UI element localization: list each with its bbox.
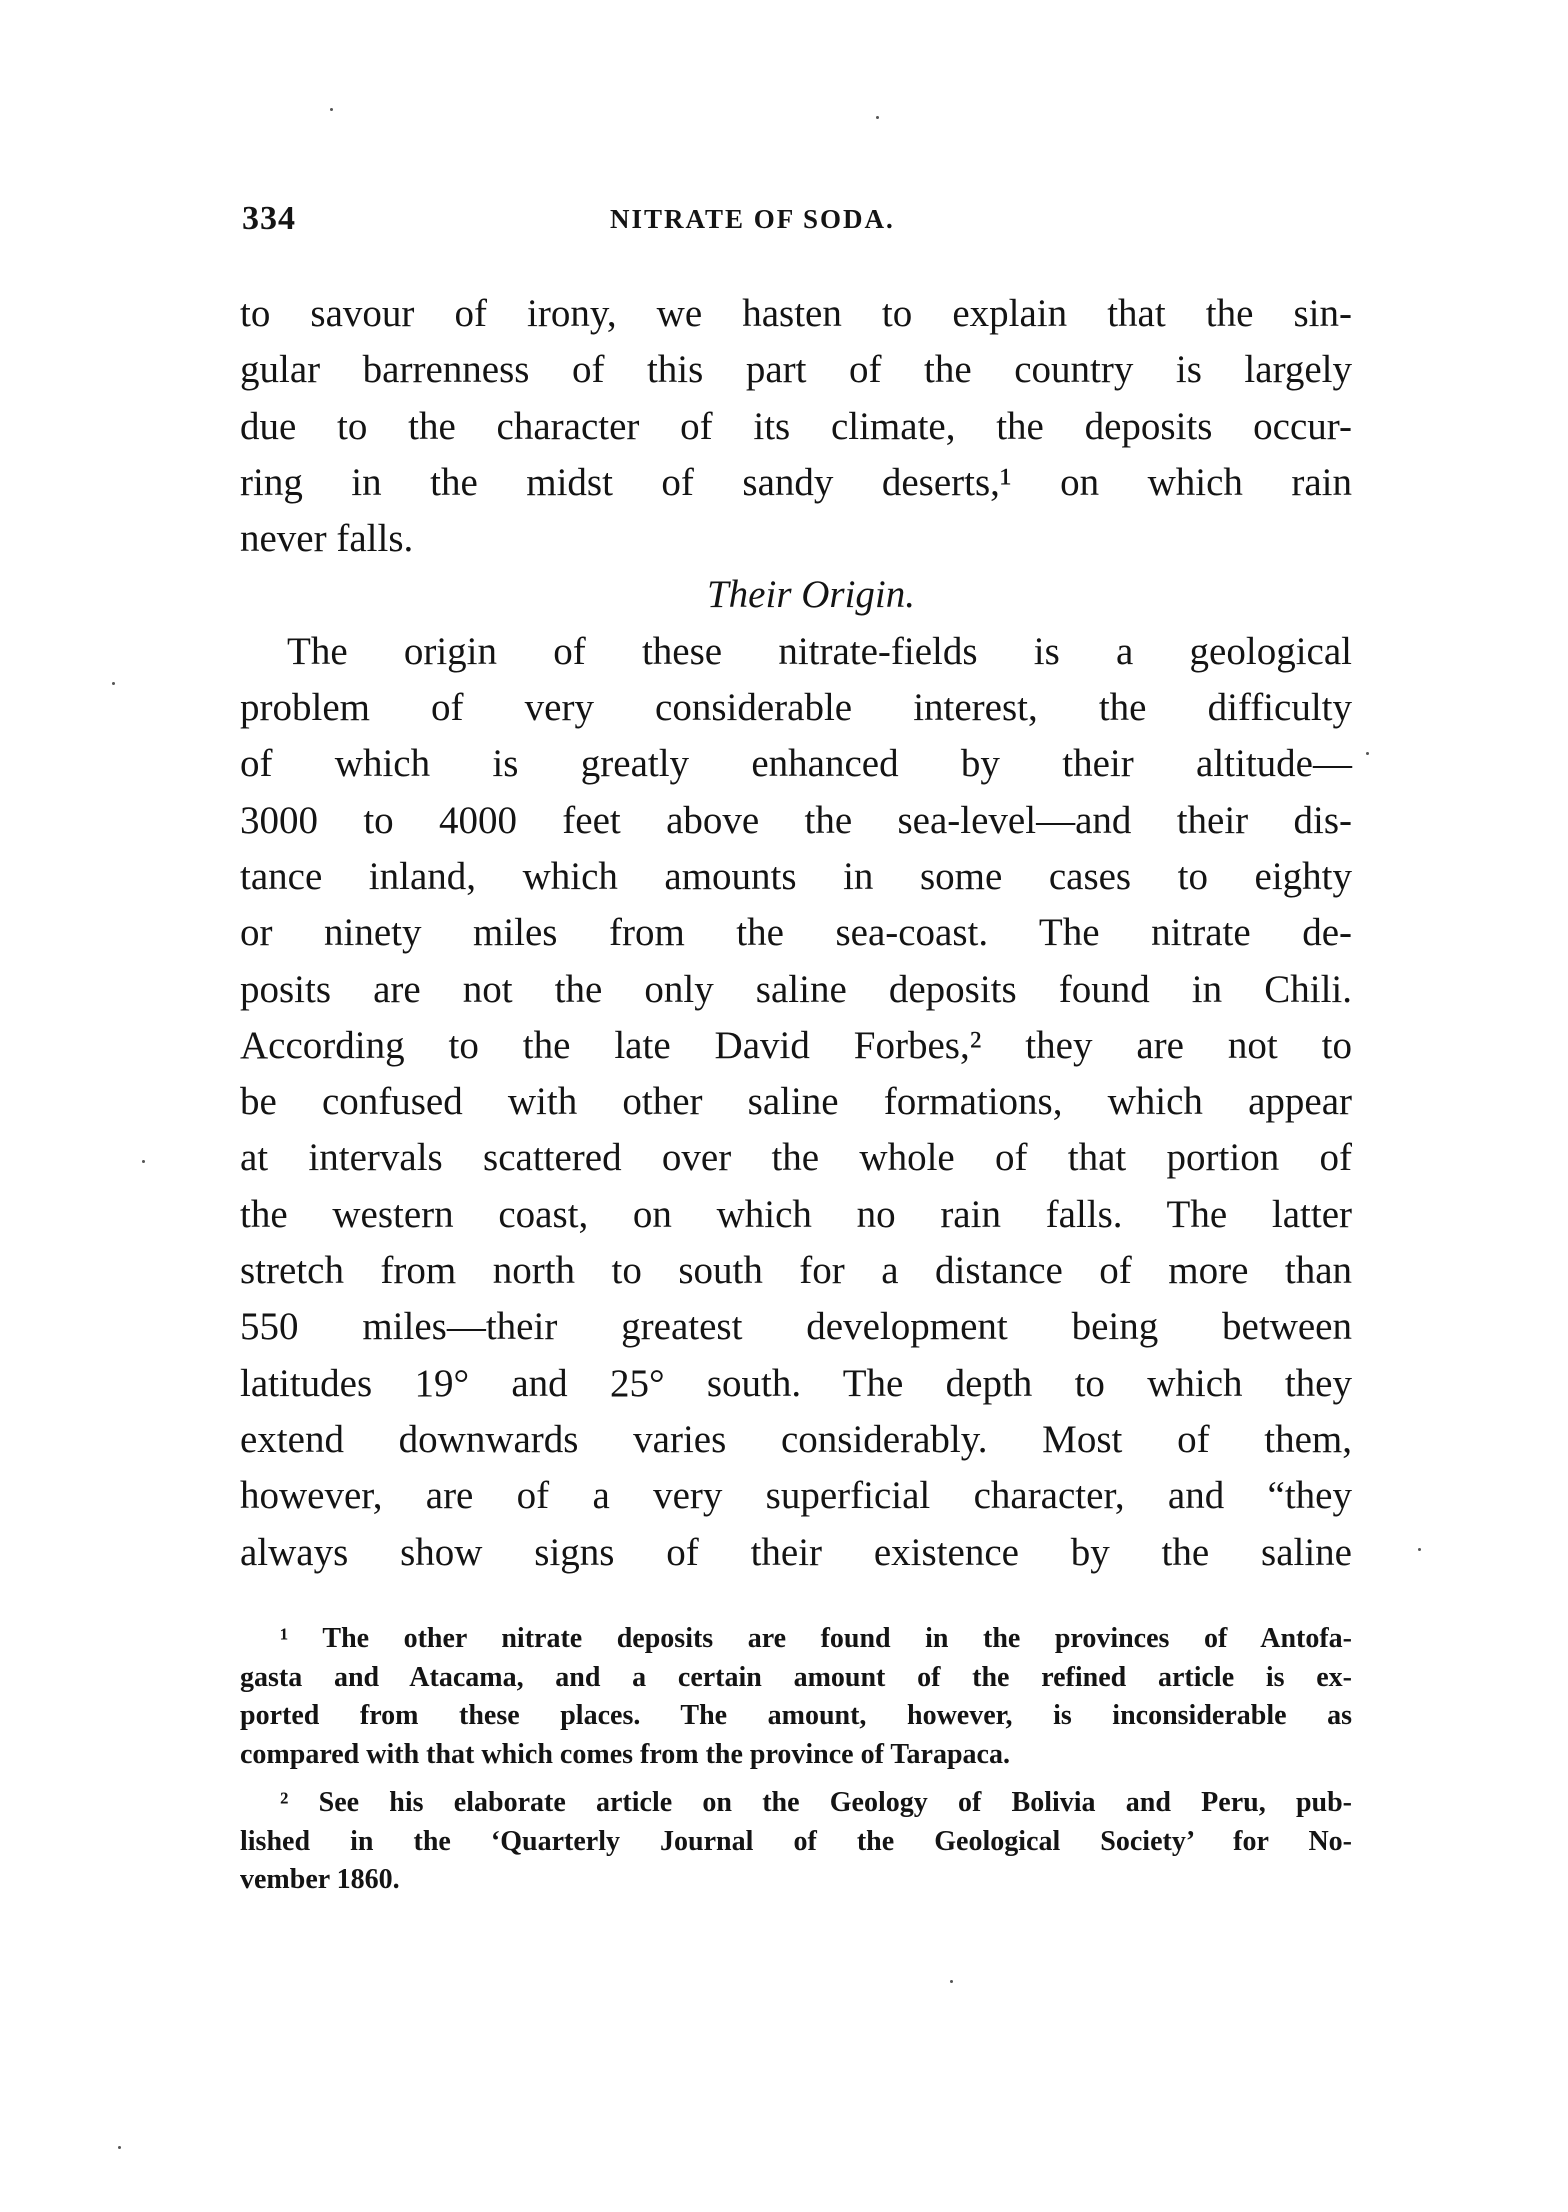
scan-speck	[112, 682, 115, 685]
text-line: stretch from north to south for a distance of more than	[240, 1249, 1352, 1293]
text-line: however, are of a very superficial character, and “they	[240, 1474, 1352, 1518]
scan-speck	[950, 1980, 953, 1983]
text-line: 550 miles—their greatest development being between	[240, 1305, 1352, 1349]
text-line: posits are not the only saline deposits found in Chili.	[240, 967, 1352, 1011]
text-line: at intervals scattered over the whole of that portion of	[240, 1136, 1352, 1180]
footnote-line: compared with that which comes from the province of Tarapaca.	[240, 1738, 1010, 1770]
text-line: to savour of irony, we hasten to explain that the sin-	[240, 292, 1352, 335]
footnote-line: ported from these places. The amount, however, is inconsiderable as	[240, 1700, 1352, 1731]
text-line: gular barrenness of this part of the country is largely	[240, 348, 1352, 392]
text-line: the western coast, on which no rain falls. The latter	[240, 1192, 1352, 1236]
footnote-line: lished in the ‘Quarterly Journal of the Geological Society’ for No-	[240, 1825, 1352, 1857]
text-line: extend downwards varies considerably. Most of them,	[240, 1417, 1352, 1461]
text-line: of which is greatly enhanced by their altitude—	[240, 742, 1352, 786]
text-line: latitudes 19° and 25° south. The depth to which they	[240, 1361, 1352, 1405]
footnotes	[240, 1620, 1352, 1900]
text-line: The origin of these nitrate-fields is a geological	[287, 629, 1352, 673]
scan-speck	[118, 2146, 121, 2149]
scan-speck	[876, 116, 879, 119]
body-text	[240, 286, 1352, 1581]
scan-speck	[330, 108, 333, 111]
footnote-line: ¹ The other nitrate deposits are found in the provinces of Antofa-	[280, 1623, 1352, 1654]
scan-speck	[142, 1160, 145, 1163]
page-number: 334	[242, 200, 296, 237]
running-head	[240, 200, 1350, 250]
footnote-line: ² See his elaborate article on the Geology of Bolivia and Peru, pub-	[280, 1787, 1352, 1818]
text-line: never falls.	[240, 517, 414, 561]
text-line: always show signs of their existence by the saline	[240, 1530, 1352, 1574]
text-line: 3000 to 4000 feet above the sea-level—and their dis-	[240, 798, 1352, 842]
footnote-gap	[240, 1774, 1352, 1784]
scan-speck	[1418, 1548, 1421, 1551]
footnote-line: vember 1860.	[240, 1864, 400, 1895]
text-line: be confused with other saline formations, which appear	[240, 1080, 1352, 1124]
text-line: or ninety miles from the sea-coast. The nitrate de-	[240, 911, 1352, 955]
footnote-line: gasta and Atacama, and a certain amount of the refined article is ex-	[240, 1661, 1352, 1693]
text-line: According to the late David Forbes,² they are not to	[240, 1023, 1352, 1067]
section-heading: Their Origin.	[706, 573, 916, 617]
text-line: tance inland, which amounts in some cases to eighty	[240, 854, 1352, 898]
text-line: problem of very considerable interest, the difficulty	[240, 686, 1352, 730]
text-line: ring in the midst of sandy deserts,¹ on which rain	[240, 460, 1352, 504]
text-line: due to the character of its climate, the deposits occur-	[240, 404, 1352, 448]
running-title: NITRATE OF SODA.	[610, 204, 895, 234]
scan-speck	[1366, 752, 1369, 755]
